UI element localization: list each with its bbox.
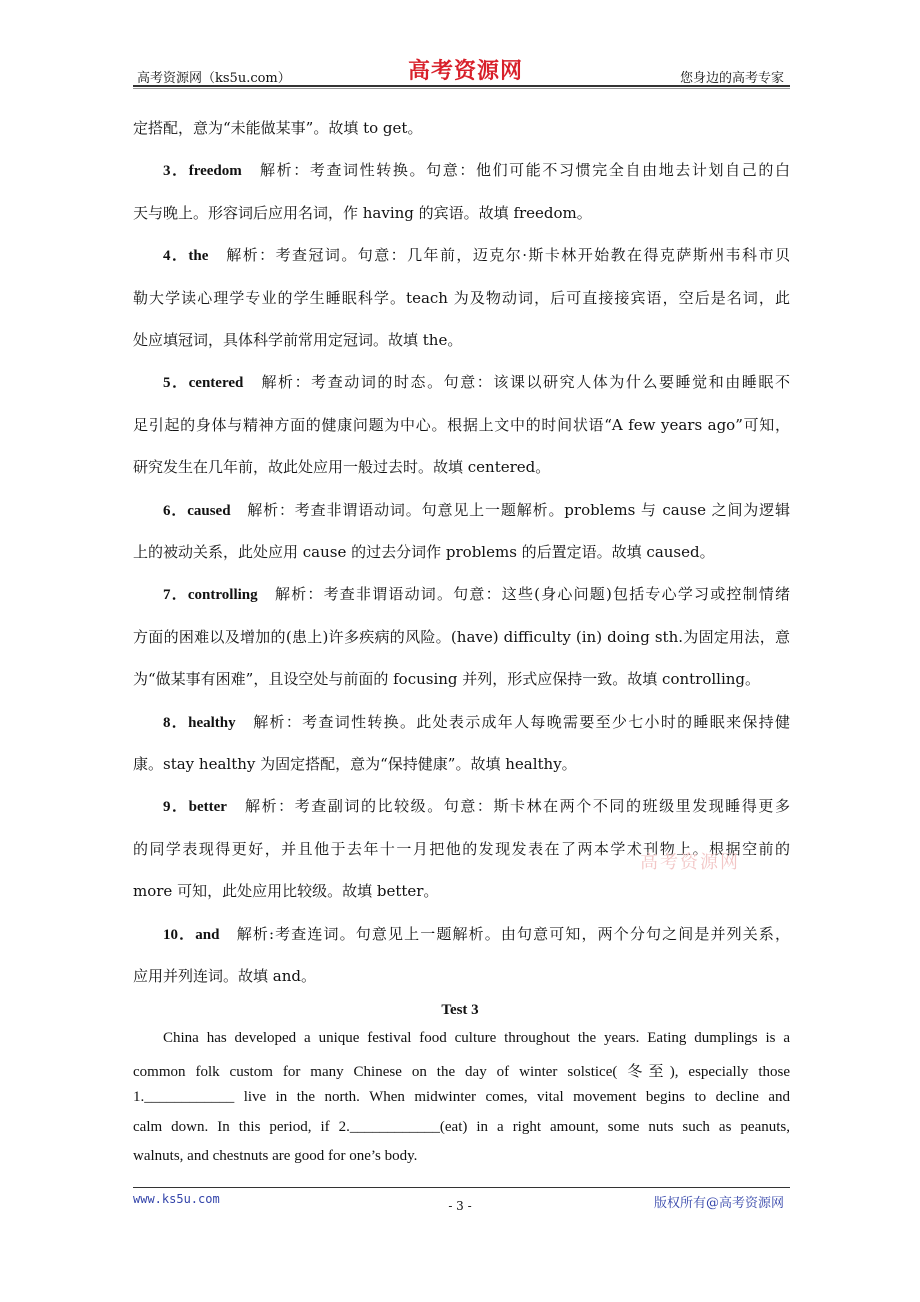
text-line xyxy=(133,668,790,689)
text-line xyxy=(163,923,790,943)
watermark: 高考资源网 xyxy=(640,852,740,873)
line-text: 康。stay healthy 为固定搭配，意为“保持健康”。故填 healthy。 xyxy=(133,755,577,773)
header-site-name: 高考资源网（ks5u.com） xyxy=(137,71,291,86)
text-line xyxy=(163,244,790,264)
line-text: 为“做某事有困难”，且设空处与前面的 focusing 并列，形式应保持一致。故填 controlling。 xyxy=(133,670,761,689)
line-text: more 可知，此处应用比较级。故填 better。 xyxy=(133,882,439,901)
text-line xyxy=(163,711,790,731)
answer-label: 3．freedom xyxy=(163,163,242,180)
text-line xyxy=(133,541,790,562)
line-text: 方面的困难以及增加的(患上)许多疾病的风险。(have) difficulty (in) doing sth.为固定用法，意 xyxy=(133,627,790,646)
passage-line: China has developed a unique festival food culture throughout the years. Eating dumplings is a xyxy=(163,1030,790,1046)
passage-line: 1.____________ live in the north. When midwinter comes, vital movement begins to decline and xyxy=(133,1089,790,1105)
text-line xyxy=(133,880,790,901)
line-text: 足引起的身体与精神方面的健康问题为中心。根据上文中的时间状语“A few years ago”可知， xyxy=(133,415,790,434)
text-line xyxy=(133,117,790,138)
answer-label: 8．healthy xyxy=(163,714,236,731)
text-line xyxy=(133,626,790,646)
page-header xyxy=(133,58,790,86)
text-line xyxy=(163,499,790,519)
line-text: 解析：考查非谓语动词。句意：这些(身心问题)包括专心学习或控制情绪 xyxy=(257,585,790,604)
text-line xyxy=(133,753,790,774)
line-text: 处应填冠词，具体科学前常用定冠词。故填 the。 xyxy=(133,331,463,349)
text-line xyxy=(163,583,790,603)
line-text: 研究发生在几年前，故此处应用一般过去时。故填 centered。 xyxy=(133,458,551,477)
footer-copyright: 版权所有@高考资源网 xyxy=(653,1196,784,1211)
text-line xyxy=(133,287,790,307)
text-line xyxy=(163,371,790,391)
line-text: 上的被动关系，此处应用 cause 的过去分词作 problems 的后置定语。故填 caused。 xyxy=(133,543,715,561)
text-line xyxy=(133,965,790,986)
answer-label: 9．better xyxy=(163,799,227,816)
answer-label: 4．the xyxy=(163,248,209,265)
answer-label: 7．controlling xyxy=(163,587,258,604)
line-text: 定搭配，意为“未能做某事”。故填 to get。 xyxy=(133,119,423,137)
passage-line: calm down. In this period, if 2.____________(eat) in a right amount, some nuts such as peanuts, xyxy=(133,1118,790,1135)
line-text: 解析：考查词性转换。句意：他们可能不习惯完全自由地去计划自己的白 xyxy=(241,161,790,180)
section-title: Test 3 xyxy=(441,1002,479,1018)
line-text: 的同学表现得更好，并且他于去年十一月把他的发现发表在了两本学术刊物上。根据空前的 xyxy=(133,839,790,858)
text-line xyxy=(133,456,790,477)
page-number: - 3 - xyxy=(448,1199,472,1213)
line-text: 勒大学读心理学专业的学生睡眠科学。teach 为及物动词，后可直接接宾语，空后是名词，此 xyxy=(133,288,790,307)
passage-line: walnuts, and chestnuts are good for one’s body. xyxy=(133,1148,418,1164)
line-text: 解析：考查词性转换。此处表示成年人每晚需要至少七小时的睡眠来保持健 xyxy=(235,712,790,731)
header-rule xyxy=(133,85,790,89)
line-text: 天与晚上。形容词后应用名词，作 having 的宾语。故填 freedom。 xyxy=(133,203,592,222)
answer-label: 10．and xyxy=(163,926,220,943)
answer-label: 5．centered xyxy=(163,375,244,392)
header-logo: 高考资源网 xyxy=(408,58,524,84)
line-text: 解析:考查连词。句意见上一题解析。由句意可知，两个分句之间是并列关系， xyxy=(219,924,790,943)
text-line xyxy=(133,202,790,223)
text-line xyxy=(133,414,790,434)
line-text: 解析：考查非谓语动词。句意见上一题解析。problems 与 cause 之间为逻辑 xyxy=(230,500,790,519)
line-text: 解析：考查副词的比较级。句意：斯卡林在两个不同的班级里发现睡得更多 xyxy=(226,797,790,816)
footer-rule xyxy=(133,1187,790,1188)
text-line xyxy=(133,329,790,350)
line-text: 解析：考查冠词。句意：几年前，迈克尔·斯卡林开始教在得克萨斯州韦科市贝 xyxy=(208,246,790,265)
line-text: 解析：考查动词的时态。句意：该课以研究人体为什么要睡觉和由睡眠不 xyxy=(243,373,790,392)
footer-url[interactable]: www.ks5u.com xyxy=(133,1192,220,1206)
passage-line: common folk custom for many Chinese on the day of winter solstice( 冬至), especially those xyxy=(133,1063,790,1080)
text-line xyxy=(163,159,790,179)
line-text: 应用并列连词。故填 and。 xyxy=(133,967,316,985)
text-line xyxy=(163,795,790,815)
header-slogan: 您身边的高考专家 xyxy=(679,71,784,86)
answer-label: 6．caused xyxy=(163,502,231,519)
